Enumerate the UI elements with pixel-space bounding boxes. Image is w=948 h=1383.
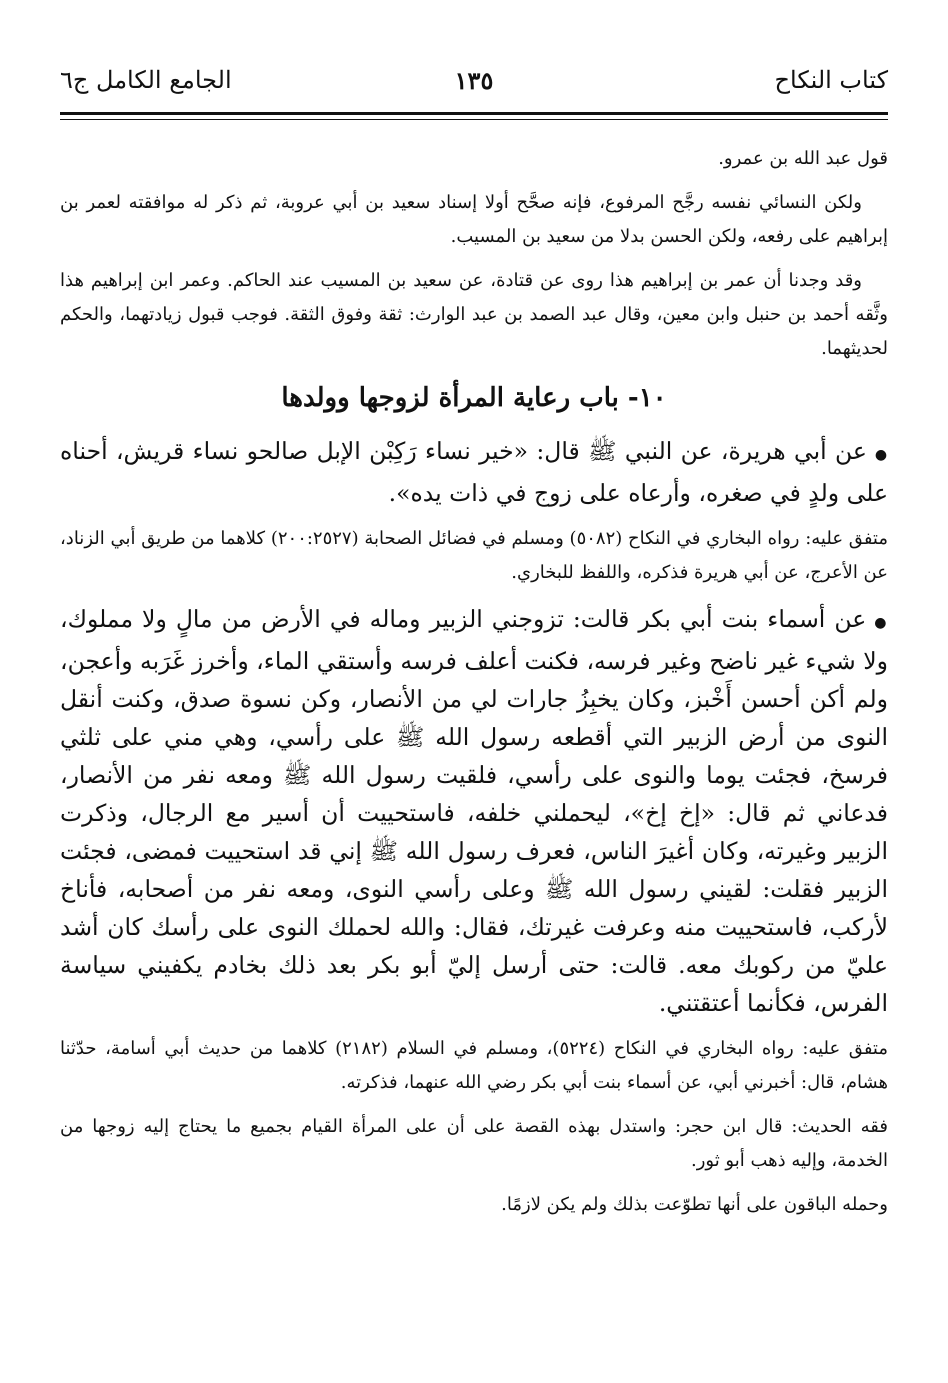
paragraph-3 (60, 264, 888, 366)
hadith-2 (60, 600, 888, 1022)
closing-note: وحمله الباقون على أنها تطوّعت بذلك ولم يكن لازمًا. (501, 1194, 888, 1215)
page-body (60, 142, 888, 1232)
paragraph-3-text: وقد وجدنا أن عمر بن إبراهيم هذا روى عن قتادة، عن سعيد بن المسيب عند الحاكم. وعمر ابن إبراهيم هذا وثَّقه أحمد بن حنبل وابن معين، وقال عبد الصمد بن عبد الوارث: ثقة وفوق الثقة. فوجب قبول زيادتهما، والحكم لحديثهما. (60, 270, 888, 359)
hadith-1-text: عن أبي هريرة، عن النبي ﷺ قال: «خير نساء رَكِبْن الإبل صالحو نساء قريش، أحناه على ولدٍ في صغره، وأرعاه على زوج في ذات يده». (60, 437, 888, 507)
header-rule-thin (60, 119, 888, 120)
chapter-title: ١٠- باب رعاية المرأة لزوجها وولدها (281, 383, 667, 413)
fiqh-note: فقه الحديث: قال ابن حجر: واستدل بهذه القصة على أن على المرأة القيام بجميع ما يحتاج إليه زوجها من الخدمة، وإليه ذهب أبو ثور. (60, 1116, 888, 1171)
takhrij-2: متفق عليه: رواه البخاري في النكاح (٥٢٢٤)، ومسلم في السلام (٢١٨٢) كلاهما من حديث أبي أسامة، حدّثنا هشام، قال: أخبرني أبي، عن أسماء بنت أبي بكر رضي الله عنهما، فذكرته. (60, 1038, 888, 1093)
hadith-2-text: عن أسماء بنت أبي بكر قالت: تزوجني الزبير وماله في الأرض من مالٍ ولا مملوك، ولا شيء غير ناضح وغير فرسه، فكنت أعلف فرسه وأستقي الماء، وأخرز غَرَبه وأعجن، ولم أكن أحسن أَخْبز، وكان يخبِزُ جارات لي من الأنصار، وكن نسوة صدق، وكنت أنقل النوى من أرض الزبير التي أقطعه رسول الله ﷺ على رأسي، وهي مني على ثلثي فرسخ، فجئت يوما والنوى على رأسي، فلقيت رسول الله ﷺ ومعه نفر من الأنصار، فدعاني ثم قال: «إخ إخ»، ليحملني خلفه، فاستحييت أن أسير مع الرجال، وذكرت الزبير وغيرته، وكان أغيرَ الناس، فعرف رسول الله ﷺ إني قد استحييت فمضى، فجئت الزبير فقلت: لقيني رسول الله ﷺ وعلى رأسي النوى، ومعه نفر من أصحابه، فأناخ لأركب، فاستحييت منه وعرفت غيرتك، فقال: والله لحملك النوى على رأسك كان أشد عليّ من ركوبك معه. قالت: حتى أرسل إليّ أبو بكر بعد ذلك بخادم يكفيني سياسة الفرس، فكأنما أعتقتني. (60, 605, 888, 1017)
paragraph-2-text: ولكن النسائي نفسه رجَّح المرفوع، فإنه صحَّح أولا إسناد سعيد بن أبي عروبة، ثم ذكر له موافقته لعمر بن إبراهيم على رفعه، ولكن الحسن بدلا من سعيد بن المسيب. (60, 192, 888, 247)
header-rule-thick (60, 112, 888, 115)
takhrij-1: متفق عليه: رواه البخاري في النكاح (٥٠٨٢) ومسلم في فضائل الصحابة (٢٠٠:٢٥٢٧) كلاهما من طريق أبي الزناد، عن الأعرج، عن أبي هريرة فذكره، واللفظ للبخاري. (60, 528, 888, 583)
paragraph-1: قول عبد الله بن عمرو. (718, 148, 888, 169)
bullet-icon: ● (874, 447, 888, 463)
paragraph-2 (60, 186, 888, 254)
page-number: ١٣٥ (454, 66, 494, 95)
bullet-icon: ● (874, 615, 888, 631)
running-head-book-title: كتاب النكاح (774, 66, 888, 94)
hadith-1 (60, 432, 888, 512)
page-header (60, 66, 888, 106)
running-head-series-title: الجامع الكامل ج٦ (60, 66, 232, 94)
